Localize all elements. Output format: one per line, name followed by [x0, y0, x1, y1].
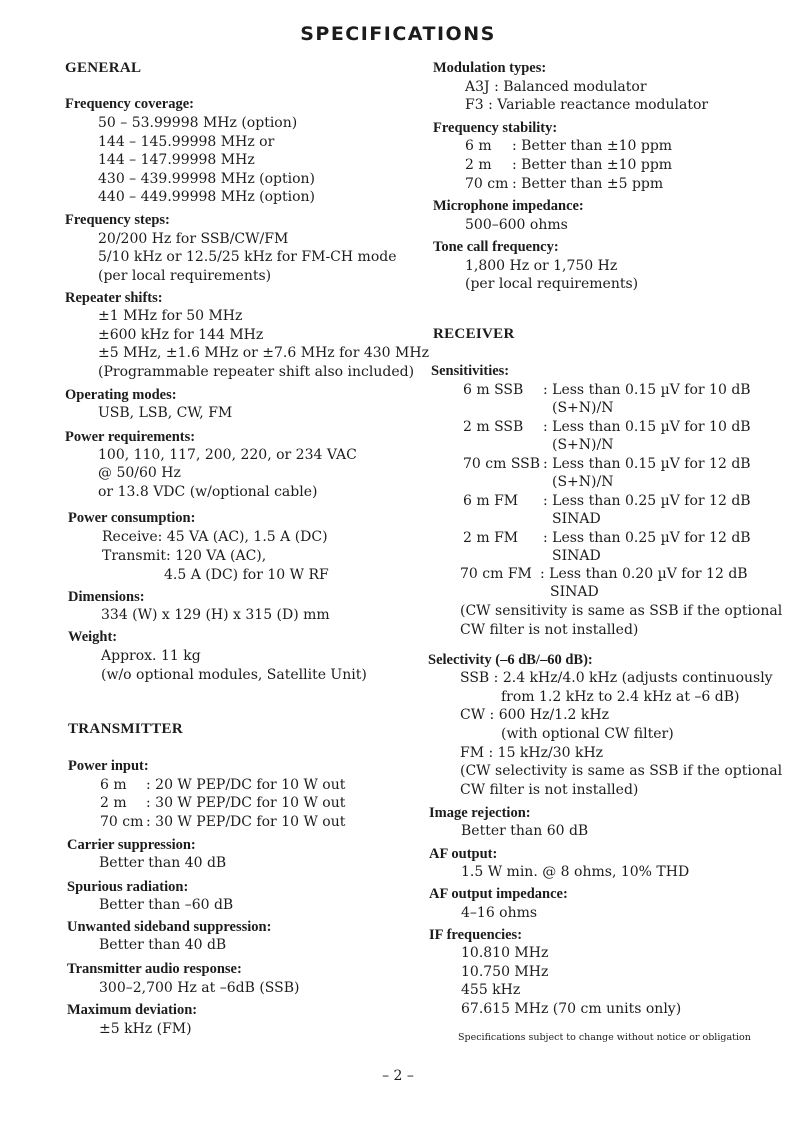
spec-line: : Better than ±10 ppm: [512, 157, 673, 173]
spec-line: 1,800 Hz or 1,750 Hz: [465, 258, 618, 274]
spec-line: USB, LSB, CW, FM: [98, 405, 233, 421]
spec-line: 70 cm SSB: [463, 456, 541, 472]
spec-line: 70 cm FM: [460, 566, 532, 582]
spec-line: 70 cm: [100, 814, 144, 830]
spec-line: 6 m: [100, 777, 127, 793]
spec-line: 50 – 53.99998 MHz (option): [98, 115, 298, 131]
spec-line: 1.5 W min. @ 8 ohms, 10% THD: [461, 864, 690, 880]
spec-heading: Transmitter audio response:: [67, 961, 242, 977]
spec-line: 6 m FM: [463, 493, 519, 509]
spec-heading: Carrier suppression:: [67, 837, 196, 853]
spec-heading: Power consumption:: [68, 510, 196, 526]
spec-line: ±5 MHz, ±1.6 MHz or ±7.6 MHz for 430 MHz: [98, 345, 429, 361]
spec-heading: Unwanted sideband suppression:: [67, 919, 272, 935]
spec-line: Better than 60 dB: [461, 823, 589, 839]
spec-heading: Microphone impedance:: [433, 198, 584, 214]
spec-line: (Programmable repeater shift also included): [98, 364, 415, 380]
spec-heading: Operating modes:: [65, 387, 177, 403]
spec-line: 6 m SSB: [463, 382, 524, 398]
spec-line: 300–2,700 Hz at –6dB (SSB): [99, 980, 300, 996]
spec-line: 10.750 MHz: [461, 964, 549, 980]
spec-line: CW filter is not installed): [460, 622, 639, 638]
spec-line: : Less than 0.20 µV for 12 dB: [540, 566, 748, 582]
spec-line: SINAD: [552, 511, 601, 527]
page-number: – 2 –: [382, 1068, 414, 1084]
spec-line: : Less than 0.15 µV for 12 dB: [543, 456, 751, 472]
spec-line: 334 (W) x 129 (H) x 315 (D) mm: [101, 607, 330, 623]
spec-line: (S+N)/N: [552, 474, 614, 490]
spec-line: : Better than ±5 ppm: [512, 176, 664, 192]
spec-heading: Dimensions:: [68, 589, 145, 605]
spec-line: : Better than ±10 ppm: [512, 138, 673, 154]
spec-line: 67.615 MHz (70 cm units only): [461, 1001, 682, 1017]
spec-heading: Image rejection:: [429, 805, 531, 821]
spec-heading: IF frequencies:: [429, 927, 523, 943]
spec-line: (S+N)/N: [552, 437, 614, 453]
spec-heading: Spurious radiation:: [67, 879, 189, 895]
spec-line: or 13.8 VDC (w/optional cable): [98, 484, 318, 500]
spec-heading: AF output impedance:: [429, 886, 568, 902]
spec-heading: Frequency steps:: [65, 212, 170, 228]
spec-line: 440 – 449.99998 MHz (option): [98, 189, 316, 205]
spec-line: 5/10 kHz or 12.5/25 kHz for FM-CH mode: [98, 249, 397, 265]
spec-heading: Maximum deviation:: [67, 1002, 198, 1018]
spec-line: CW filter is not installed): [460, 782, 639, 798]
spec-line: : 30 W PEP/DC for 10 W out: [146, 814, 346, 830]
spec-line: SINAD: [552, 548, 601, 564]
spec-line: Receive: 45 VA (AC), 1.5 A (DC): [102, 529, 328, 545]
spec-line: : 30 W PEP/DC for 10 W out: [146, 795, 346, 811]
spec-line: : Less than 0.25 µV for 12 dB: [543, 493, 751, 509]
spec-line: from 1.2 kHz to 2.4 kHz at –6 dB): [501, 689, 740, 705]
spec-line: 455 kHz: [461, 982, 521, 998]
spec-line: : 20 W PEP/DC for 10 W out: [146, 777, 346, 793]
spec-heading: Selectivity (–6 dB/–60 dB):: [428, 652, 593, 668]
spec-line: ±1 MHz for 50 MHz: [98, 308, 243, 324]
spec-heading: Repeater shifts:: [65, 290, 163, 306]
spec-line: ±5 kHz (FM): [99, 1021, 192, 1037]
spec-line: (CW selectivity is same as SSB if the optional: [460, 763, 783, 779]
spec-line: 100, 110, 117, 200, 220, or 234 VAC: [98, 447, 357, 463]
spec-line: 430 – 439.99998 MHz (option): [98, 171, 316, 187]
spec-line: @ 50/60 Hz: [98, 465, 181, 481]
spec-line: Transmit: 120 VA (AC),: [102, 548, 267, 564]
spec-heading: Tone call frequency:: [433, 239, 559, 255]
spec-line: : Less than 0.25 µV for 12 dB: [543, 530, 751, 546]
spec-line: SINAD: [550, 584, 599, 600]
spec-line: (per local requirements): [465, 276, 639, 292]
spec-line: : Less than 0.15 µV for 10 dB: [543, 419, 751, 435]
spec-line: ±600 kHz for 144 MHz: [98, 327, 264, 343]
spec-line: 2 m: [465, 157, 492, 173]
section-heading: RECEIVER: [433, 326, 515, 342]
spec-line: F3 : Variable reactance modulator: [465, 97, 709, 113]
spec-line: Better than –60 dB: [99, 897, 234, 913]
spec-line: 2 m: [100, 795, 127, 811]
spec-heading: AF output:: [429, 846, 498, 862]
section-heading: TRANSMITTER: [68, 721, 183, 737]
spec-line: 10.810 MHz: [461, 945, 549, 961]
spec-line: A3J : Balanced modulator: [465, 79, 647, 95]
spec-line: : Less than 0.15 µV for 10 dB: [543, 382, 751, 398]
spec-line: FM : 15 kHz/30 kHz: [460, 745, 604, 761]
spec-line: 2 m FM: [463, 530, 519, 546]
spec-line: (per local requirements): [98, 268, 272, 284]
page-title: SPECIFICATIONS: [300, 23, 496, 45]
spec-line: 4–16 ohms: [461, 905, 538, 921]
spec-line: 2 m SSB: [463, 419, 524, 435]
spec-heading: Modulation types:: [433, 60, 547, 76]
spec-line: SSB : 2.4 kHz/4.0 kHz (adjusts continuously: [460, 670, 773, 686]
spec-heading: Frequency coverage:: [65, 96, 194, 112]
spec-line: Better than 40 dB: [99, 937, 227, 953]
section-heading: GENERAL: [65, 60, 142, 76]
spec-line: Approx. 11 kg: [101, 648, 201, 664]
spec-line: (with optional CW filter): [501, 726, 674, 742]
spec-line: 144 – 147.99998 MHz: [98, 152, 255, 168]
spec-heading: Frequency stability:: [433, 120, 558, 136]
spec-line: 500–600 ohms: [465, 217, 568, 233]
spec-line: (w/o optional modules, Satellite Unit): [101, 667, 367, 683]
spec-line: 70 cm: [465, 176, 509, 192]
spec-line: (S+N)/N: [552, 400, 614, 416]
spec-heading: Weight:: [68, 629, 118, 645]
spec-heading: Sensitivities:: [431, 363, 510, 379]
spec-line: 144 – 145.99998 MHz or: [98, 134, 275, 150]
spec-heading: Power requirements:: [65, 429, 196, 445]
spec-line: 6 m: [465, 138, 492, 154]
spec-line: CW : 600 Hz/1.2 kHz: [460, 707, 609, 723]
spec-line: (CW sensitivity is same as SSB if the optional: [460, 603, 783, 619]
footnote: Specifications subject to change without notice or obligation: [458, 1032, 751, 1043]
spec-line: 4.5 A (DC) for 10 W RF: [164, 567, 329, 583]
spec-heading: Power input:: [68, 758, 149, 774]
spec-line: 20/200 Hz for SSB/CW/FM: [98, 231, 289, 247]
spec-line: Better than 40 dB: [99, 855, 227, 871]
